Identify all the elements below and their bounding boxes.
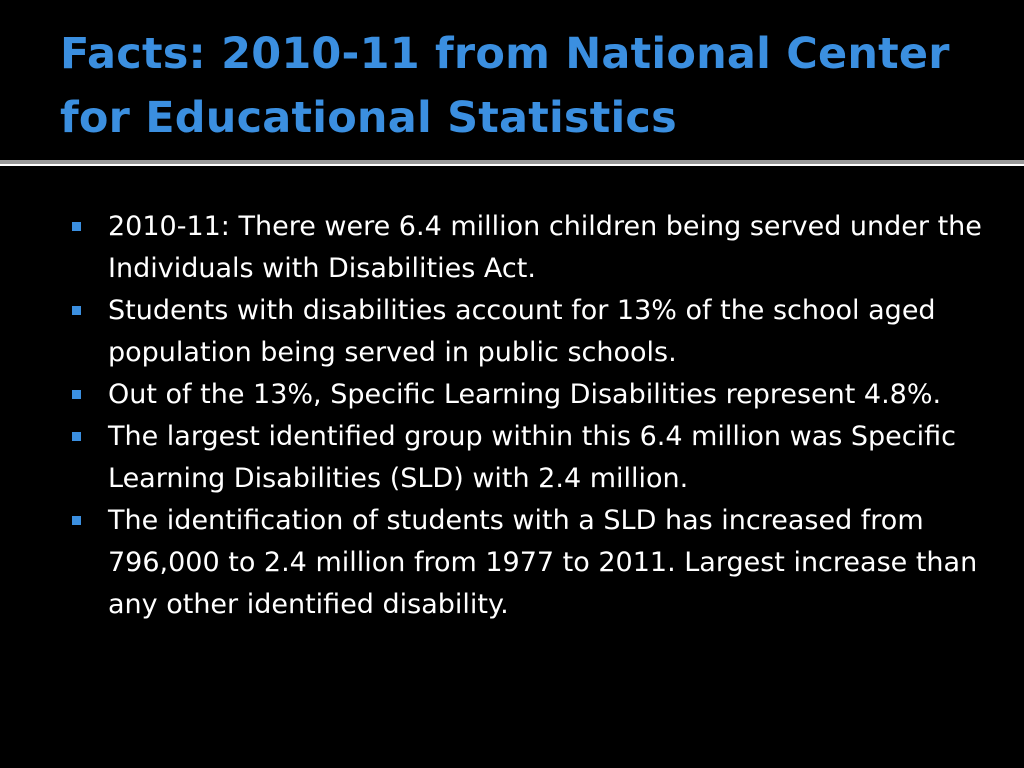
square-bullet-icon	[72, 306, 81, 315]
square-bullet-icon	[72, 222, 81, 231]
title-bar	[0, 0, 1024, 160]
bullet-text: Out of the 13%, Specific Learning Disabilities represent 4.8%.	[108, 379, 942, 410]
bullet-text: Students with disabilities account for 13% of the school aged population being served in public schools.	[108, 295, 936, 368]
bullet-text: The identification of students with a SLD has increased from 796,000 to 2.4 million from 1977 to 2011. Largest increase than any other identified disability.	[108, 505, 978, 620]
square-bullet-icon	[72, 516, 81, 525]
bullet-item	[72, 374, 982, 416]
bullet-list	[72, 206, 982, 626]
bullet-text: The largest identified group within this 6.4 million was Specific Learning Disabilities (SLD) with 2.4 million.	[108, 421, 956, 494]
bullet-item	[72, 416, 982, 500]
slide-title: Facts: 2010-11 from National Center for Educational Statistics	[60, 29, 950, 143]
content-area	[0, 166, 1024, 768]
square-bullet-icon	[72, 390, 81, 399]
bullet-text: 2010-11: There were 6.4 million children being served under the Individuals with Disabilities Act.	[108, 211, 982, 284]
bullet-item	[72, 290, 982, 374]
bullet-item	[72, 500, 982, 626]
square-bullet-icon	[72, 432, 81, 441]
bullet-item	[72, 206, 982, 290]
